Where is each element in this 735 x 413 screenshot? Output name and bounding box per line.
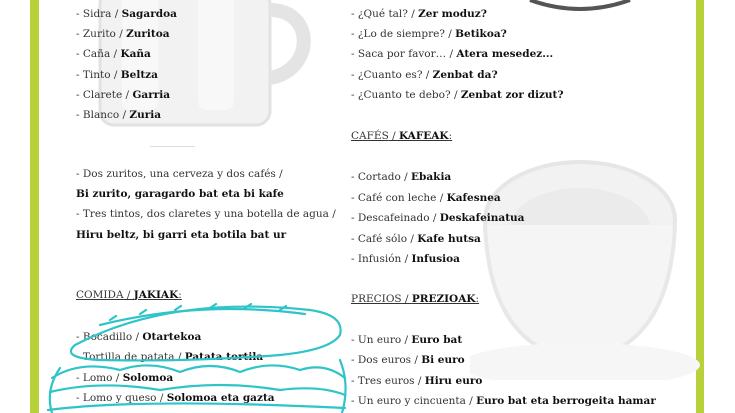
list-item: - Caña / Kaña <box>76 48 151 60</box>
list-item: - ¿Qué tal? / Zer moduz? <box>351 8 487 20</box>
divider <box>150 146 195 147</box>
example-eu-1: Bi zurito, garagardo bat eta bi kafe <box>76 188 284 200</box>
list-item: - ¿Cuanto es? / Zenbat da? <box>351 69 498 81</box>
list-item: - Tres euros / Hiru euro <box>351 375 483 387</box>
list-item: - Café con leche / Kafesnea <box>351 192 501 204</box>
list-item: - Clarete / Garria <box>76 89 171 101</box>
prices-heading: PRECIOS / PREZIOAK: <box>351 293 480 305</box>
coffee-cup-icon <box>470 150 700 380</box>
example-es-2: - Tres tintos, dos claretes y una botella de agua / <box>76 208 336 220</box>
page-margin-right <box>704 0 735 413</box>
food-heading: COMIDA / JAKIAK: <box>76 289 182 301</box>
list-item: - Descafeinado / Deskafeinatua <box>351 212 525 224</box>
green-border-left <box>30 0 39 413</box>
sandwich-icon <box>40 300 350 413</box>
list-item: - Blanco / Zuria <box>76 109 162 121</box>
list-item: - Tortilla de patata / Patata tortila <box>76 351 264 363</box>
example-es-1: - Dos zuritos, una cerveza y dos cafés / <box>76 168 283 180</box>
list-item: - Lomo / Solomoa <box>76 372 174 384</box>
page-margin-left <box>0 0 30 413</box>
list-item: - ¿Cuanto te debo? / Zenbat zor dizut? <box>351 89 564 101</box>
list-item: - Un euro / Euro bat <box>351 334 463 346</box>
list-item: - Infusión / Infusioa <box>351 253 460 265</box>
list-item: - Café sólo / Kafe hutsa <box>351 233 481 245</box>
coffees-heading: CAFÉS / KAFEAK: <box>351 130 453 142</box>
list-item: - Cortado / Ebakia <box>351 171 452 183</box>
list-item: - Dos euros / Bi euro <box>351 354 465 366</box>
list-item: - Sidra / Sagardoa <box>76 8 177 20</box>
list-item: - Bocadillo / Otartekoa <box>76 331 202 343</box>
list-item: - Zurito / Zuritoa <box>76 28 170 40</box>
list-item: - Un euro y cincuenta / Euro bat eta berrogeita hamar <box>351 395 656 407</box>
list-item: - ¿Lo de siempre? / Betikoa? <box>351 28 507 40</box>
list-item: - Saca por favor… / Atera mesedez... <box>351 48 554 60</box>
example-eu-2: Hiru beltz, bi garri eta botila bat ur <box>76 229 287 241</box>
plate-edge-decoration <box>525 0 635 14</box>
list-item: - Tinto / Beltza <box>76 69 158 81</box>
list-item: - Lomo y queso / Solomoa eta gazta <box>76 392 275 404</box>
